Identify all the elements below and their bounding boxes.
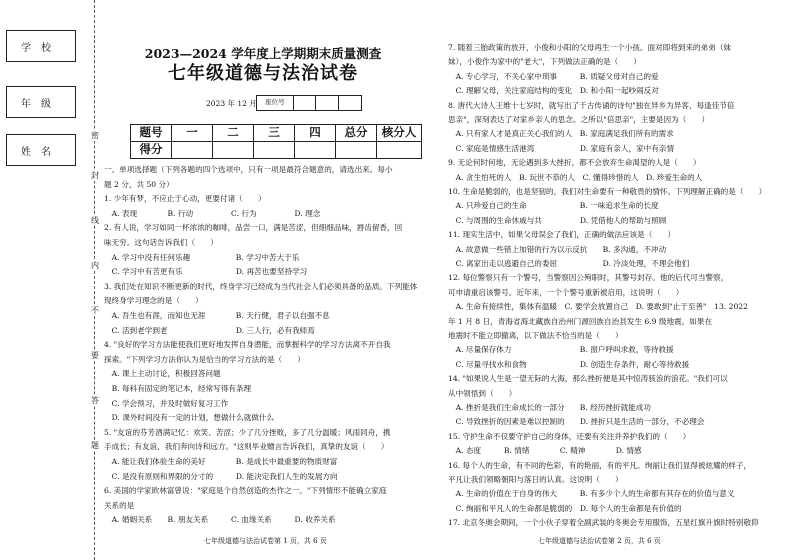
question-line: C. 绚丽和平凡人的生命都是脆弱的 D. 每个人的生命都是有价值的 bbox=[448, 503, 682, 513]
question-line: 思亲"，深刻表达了对家乡亲人的思念。之所以"倍思亲"，主要是因为（ ） bbox=[448, 115, 710, 124]
question-line: 4. "良好的学习方法能使我们更好地发挥自身潜能，而掌握科学的学习方法离不开自我 bbox=[104, 340, 391, 350]
question-line: 手成长；有友谊，我们奔向诗和远方。"这则毕业赠言告诉我们，真挚的友谊（ ） bbox=[104, 442, 389, 452]
question-line: A. 贪生怕死的人 B. 玩世不恭的人 C. 懂得珍惜的人 D. 珍爱生命的人 bbox=[448, 172, 703, 182]
question-line: 8. 唐代大诗人王维十七岁时，就写出了千古传诵的诗句"独在异乡为异客，每逢佳节倍 bbox=[448, 100, 735, 110]
question-line: A. 态度 B. 情绪 C. 精神 D. 情感 bbox=[448, 446, 642, 456]
seat-number-box[interactable] bbox=[256, 95, 362, 111]
score-header: 三 bbox=[254, 125, 295, 142]
question-line: A. 课上主动讨论，积极回答问题 bbox=[104, 369, 221, 379]
question-line: D. 课外时间没有一定的计划，想做什么就做什么 bbox=[104, 413, 275, 423]
question-line: A. 表现 B. 行动 C. 行为 D. 理念 bbox=[104, 208, 321, 218]
question-line: A. 故意做一些错上加错的行为以示反抗 B. 多沟通，不冲动 bbox=[448, 244, 667, 254]
grade-label: 年级 bbox=[6, 86, 76, 118]
question-line: B. 每科有固定的笔记本，经常写得有条理 bbox=[104, 384, 252, 393]
score-cell[interactable] bbox=[336, 142, 377, 159]
question-line: 17. 北京冬奥会期间，一个小伙子穿着全副武装的冬奥会专用服饰，五星红旗升旗时特别敬仰 bbox=[448, 518, 759, 528]
seat-label: 座位号 bbox=[257, 96, 294, 110]
question-line: 6. 美国的学家欧林富曾说："家庭是个自然创造的杰作之一。"下列情形不能确立家庭 bbox=[104, 486, 387, 496]
score-header: 一 bbox=[172, 125, 213, 142]
score-cell[interactable] bbox=[172, 142, 213, 159]
question-line: A. 尽量保存体力 B. 窗户呼叫求救，等待救援 bbox=[448, 345, 674, 355]
question-line: 3. 我们处在知识不断更新的时代，终身学习已经成为当代社会人们必须具备的品质。下列能体 bbox=[104, 281, 418, 291]
question-line: 可申请重启该警号。近年来，一个个警号重新被启用，这说明（ ） bbox=[448, 287, 684, 297]
seat-cell[interactable] bbox=[294, 96, 317, 110]
exam-subtitle: 七年级道德与法治试卷 bbox=[168, 63, 358, 84]
question-line: C. 学会预习，并及时做好复习工作 bbox=[104, 398, 229, 408]
seal-line bbox=[0, 0, 100, 560]
page-footer-left: 七年级道德与法治试卷第 1 页，共 6 页 bbox=[204, 537, 327, 545]
score-row-label: 得分 bbox=[131, 142, 172, 159]
score-header: 四 bbox=[295, 125, 336, 142]
question-line: 12. 每位警察只有一个警号，当警察因公殉职时，其警号封存。他的后代可当警察， bbox=[448, 273, 729, 283]
question-line: A. 吾生也有涯，而知也无涯 B. 天行健，君子以自强不息 bbox=[104, 311, 330, 320]
question-line: 现终身学习理念的是（ ） bbox=[104, 296, 203, 306]
seal-char: 题 bbox=[91, 441, 99, 450]
question-line: 年 1 月 8 日，青海省海北藏族自治州门源回族自治县发生 6.9 级地震。如果在 bbox=[448, 316, 713, 326]
right-column bbox=[448, 0, 778, 560]
question-line: C. 是没有原则和界限的分寸的 D. 能决定我们人生的发展方向 bbox=[104, 471, 338, 481]
score-table bbox=[130, 124, 422, 159]
question-line: 2. 有人说，学习如同一杯浓浓的咖啡，品尝一口，满是苦涩，但细细品味，唇齿留香，回 bbox=[104, 223, 403, 233]
question-line: C. 导致挫折的因素是难以控制的 D. 挫折只是生活的一部分，不必理会 bbox=[448, 417, 705, 427]
school-label: 学校 bbox=[6, 30, 76, 62]
question-line: 地震时不能立即撤离，以下做法不恰当的是（ ） bbox=[448, 331, 623, 340]
seal-char: 不 bbox=[91, 306, 99, 315]
seat-cell[interactable] bbox=[316, 96, 339, 110]
question-line: 一、单项选择题（下列各题的四个选项中，只有一项是最符合题意的，请选出来。每小 bbox=[104, 165, 393, 174]
question-line: 题 2 分，共 50 分） bbox=[104, 179, 174, 189]
score-header: 题号 bbox=[131, 125, 172, 142]
question-line: C. 学习中有苦更有乐 D. 再苦也要坚持学习 bbox=[104, 267, 308, 277]
question-line: C. 理解父母，关注家庭结构的变化 D. 和小阳一起吵闹反对 bbox=[448, 86, 659, 96]
question-line: 10. 生命是脆弱的，也是坚韧的，我们对生命要有一种敬畏的情怀。下列理解正确的是（ ） bbox=[448, 187, 767, 196]
question-line: A. 挫折是我们生命成长的一部分 B. 经历挫折就能成功 bbox=[448, 403, 651, 412]
question-line: A. 生命有接续性，集体有温暖 C. 要学会放置自己 D. 要敢到"止于至善" 13. 2022 bbox=[448, 302, 748, 312]
score-header: 核分人 bbox=[377, 125, 422, 142]
seal-char: 密 bbox=[91, 131, 99, 140]
seal-char: 封 bbox=[91, 171, 99, 180]
score-cell[interactable] bbox=[254, 142, 295, 159]
seal-char: 要 bbox=[91, 351, 99, 360]
question-line: A. 只珍爱自己的生命 B. 一味追求生命的长度 bbox=[448, 201, 659, 211]
question-line: C. 离家出走以逃避自己的委屈 D. 冷淡处理，不理会他们 bbox=[448, 259, 690, 268]
seat-cell[interactable] bbox=[339, 96, 361, 110]
question-line: 探索。"下列学习方法你认为是恰当的学习方法的是（ ） bbox=[104, 354, 305, 364]
question-line: A. 婚姻关系 B. 朋友关系 C. 血缘关系 D. 收养关系 bbox=[104, 515, 336, 525]
exam-date: 2023 年 12 月 bbox=[206, 99, 257, 108]
score-cell[interactable] bbox=[377, 142, 422, 159]
question-line: 9. 无论何时何地，无论遇到多大挫折，都不会放弃生命渴望的人是（ ） bbox=[448, 158, 701, 168]
question-line: 妹），小俊作为家中的"老大"，下列做法正确的是（ ） bbox=[448, 57, 642, 67]
seal-char: 内 bbox=[91, 261, 99, 270]
question-line: C. 家庭是情感生活港湾 D. 家庭有亲人，家中有亲情 bbox=[448, 143, 675, 153]
question-line: A. 学习中没有任何乐趣 B. 学习中苦大于乐 bbox=[104, 252, 300, 262]
score-header: 总分 bbox=[336, 125, 377, 142]
question-line: 15. 守护生命不仅要守护自己的身体，还要有关注并养护我们的（ ） bbox=[448, 431, 691, 441]
question-line: A. 生命的价值在于自身的伟大 B. 有多少个人的生命都有其存在的价值与意义 bbox=[448, 489, 735, 499]
question-line: A. 只有家人才是真正关心我们的人 B. 家庭满足我们所有的需求 bbox=[448, 129, 674, 139]
question-line: 5. "友谊的芬芳酒满记忆：欢笑、苦涩；少了几分挫败，多了几分温暖；风雨同舟，携 bbox=[104, 427, 391, 437]
question-line: 从中领悟到（ ） bbox=[448, 388, 517, 398]
left-column bbox=[104, 0, 422, 560]
question-line: C. 与周围的生命休戚与共 D. 凭借他人的帮助与照顾 bbox=[448, 215, 667, 225]
question-line: C. 活到老学到老 D. 三人行，必有我师焉 bbox=[104, 325, 315, 335]
question-line: 16. 每个人的生命，有不同的色彩，有的艳丽，有的平凡。绚丽让我们显得被炫耀的样子， bbox=[448, 460, 752, 470]
question-line: 味无穷。这句话告诉我们（ ） bbox=[104, 238, 218, 247]
question-line: 平凡让我们领略朝阳与落日的认真。这说明（ ） bbox=[448, 475, 623, 484]
question-line: C. 尽量寻找水和食物 D. 创造生存条件，耐心等待救援 bbox=[448, 359, 690, 369]
question-line: 关系的是 bbox=[104, 500, 135, 510]
question-line: 14. "如果说人生是一望无际的大海，那么挫折便是其中惊涛骇浪的浪花。"我们可以 bbox=[448, 374, 728, 384]
name-label: 姓名 bbox=[6, 134, 76, 166]
score-header: 二 bbox=[213, 125, 254, 142]
score-cell[interactable] bbox=[213, 142, 254, 159]
question-line: 11. 现实生活中，如果父母误会了我们，正确的做法应该是（ ） bbox=[448, 230, 676, 240]
page-footer-right: 七年级道德与法治试卷第 2 页，共 6 页 bbox=[538, 537, 661, 545]
seal-char: 线 bbox=[91, 216, 99, 225]
question-line: A. 能让我们体验生命的美好 B. 是成长中最重要的物质财富 bbox=[104, 457, 338, 466]
question-line: A. 专心学习，不关心家中琐事 B. 质疑父母对自己的爱 bbox=[448, 71, 659, 81]
score-cell[interactable] bbox=[295, 142, 336, 159]
seal-char: 答 bbox=[91, 396, 99, 405]
question-line: 7. 随着三胎政策的放开，小俊和小阳的父母再生一个小孩。面对即将到来的弟弟（妹 bbox=[448, 43, 732, 52]
exam-title: 2023—2024 学年度上学期期末质量测查 bbox=[144, 46, 382, 61]
question-line: 1. 少年有梦，不应止于心动，更要付诸（ ） bbox=[104, 194, 266, 204]
